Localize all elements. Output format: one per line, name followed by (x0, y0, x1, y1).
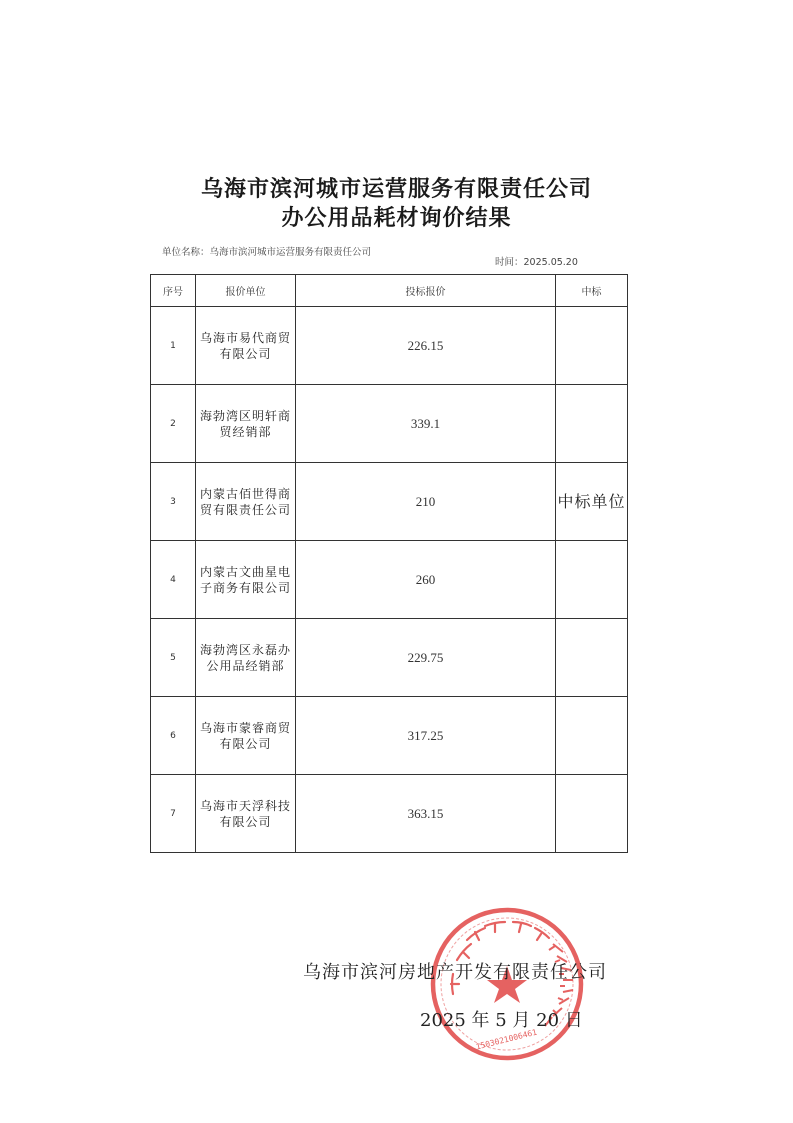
signature-company: 乌海市滨河房地产开发有限责任公司 (303, 962, 607, 983)
col-header-company: 报价单位 (196, 275, 296, 307)
company-seal (427, 904, 587, 1064)
row-company: 内蒙古佰世得商贸有限责任公司 (196, 463, 296, 541)
row-winner (556, 385, 628, 463)
row-price: 226.15 (296, 307, 556, 385)
signature-date: 2025 年 5 月 20 日 (420, 1010, 583, 1031)
seal-code: 1503021006461 (474, 1027, 538, 1052)
row-index: 3 (151, 463, 196, 541)
row-company: 内蒙古文曲星电子商务有限公司 (196, 541, 296, 619)
row-price: 260 (296, 541, 556, 619)
table-row (151, 385, 628, 463)
col-header-price: 投标报价 (296, 275, 556, 307)
row-index: 6 (151, 697, 196, 775)
row-price: 229.75 (296, 619, 556, 697)
row-index: 7 (151, 775, 196, 853)
row-winner (556, 775, 628, 853)
row-index: 1 (151, 307, 196, 385)
row-company: 海勃湾区永磊办公用品经销部 (196, 619, 296, 697)
table-row (151, 619, 628, 697)
row-index: 4 (151, 541, 196, 619)
col-header-index: 序号 (151, 275, 196, 307)
row-winner (556, 307, 628, 385)
row-company: 乌海市蒙睿商贸有限公司 (196, 697, 296, 775)
table-row (151, 541, 628, 619)
document-subtitle: 办公用品耗材询价结果 (281, 206, 512, 231)
table-row (151, 775, 628, 853)
row-price: 339.1 (296, 385, 556, 463)
document-title: 乌海市滨河城市运营服务有限责任公司 (200, 177, 592, 202)
col-header-winner: 中标 (556, 275, 628, 307)
table-row (151, 697, 628, 775)
row-price: 210 (296, 463, 556, 541)
table-row (151, 463, 628, 541)
unit-name: 单位名称：乌海市滨河城市运营服务有限责任公司 (162, 247, 372, 258)
row-index: 5 (151, 619, 196, 697)
row-price: 363.15 (296, 775, 556, 853)
row-company: 乌海市易代商贸有限公司 (196, 307, 296, 385)
row-index: 2 (151, 385, 196, 463)
row-company: 乌海市天浮科技有限公司 (196, 775, 296, 853)
row-winner (556, 541, 628, 619)
row-company: 海勃湾区明轩商贸经销部 (196, 385, 296, 463)
table-header-row (151, 275, 628, 307)
row-winner (556, 619, 628, 697)
row-winner: 中标单位 (556, 463, 628, 541)
row-winner (556, 697, 628, 775)
inquiry-date: 时间：2025.05.20 (495, 257, 578, 268)
row-price: 317.25 (296, 697, 556, 775)
table-row (151, 307, 628, 385)
quotation-table (150, 274, 628, 853)
